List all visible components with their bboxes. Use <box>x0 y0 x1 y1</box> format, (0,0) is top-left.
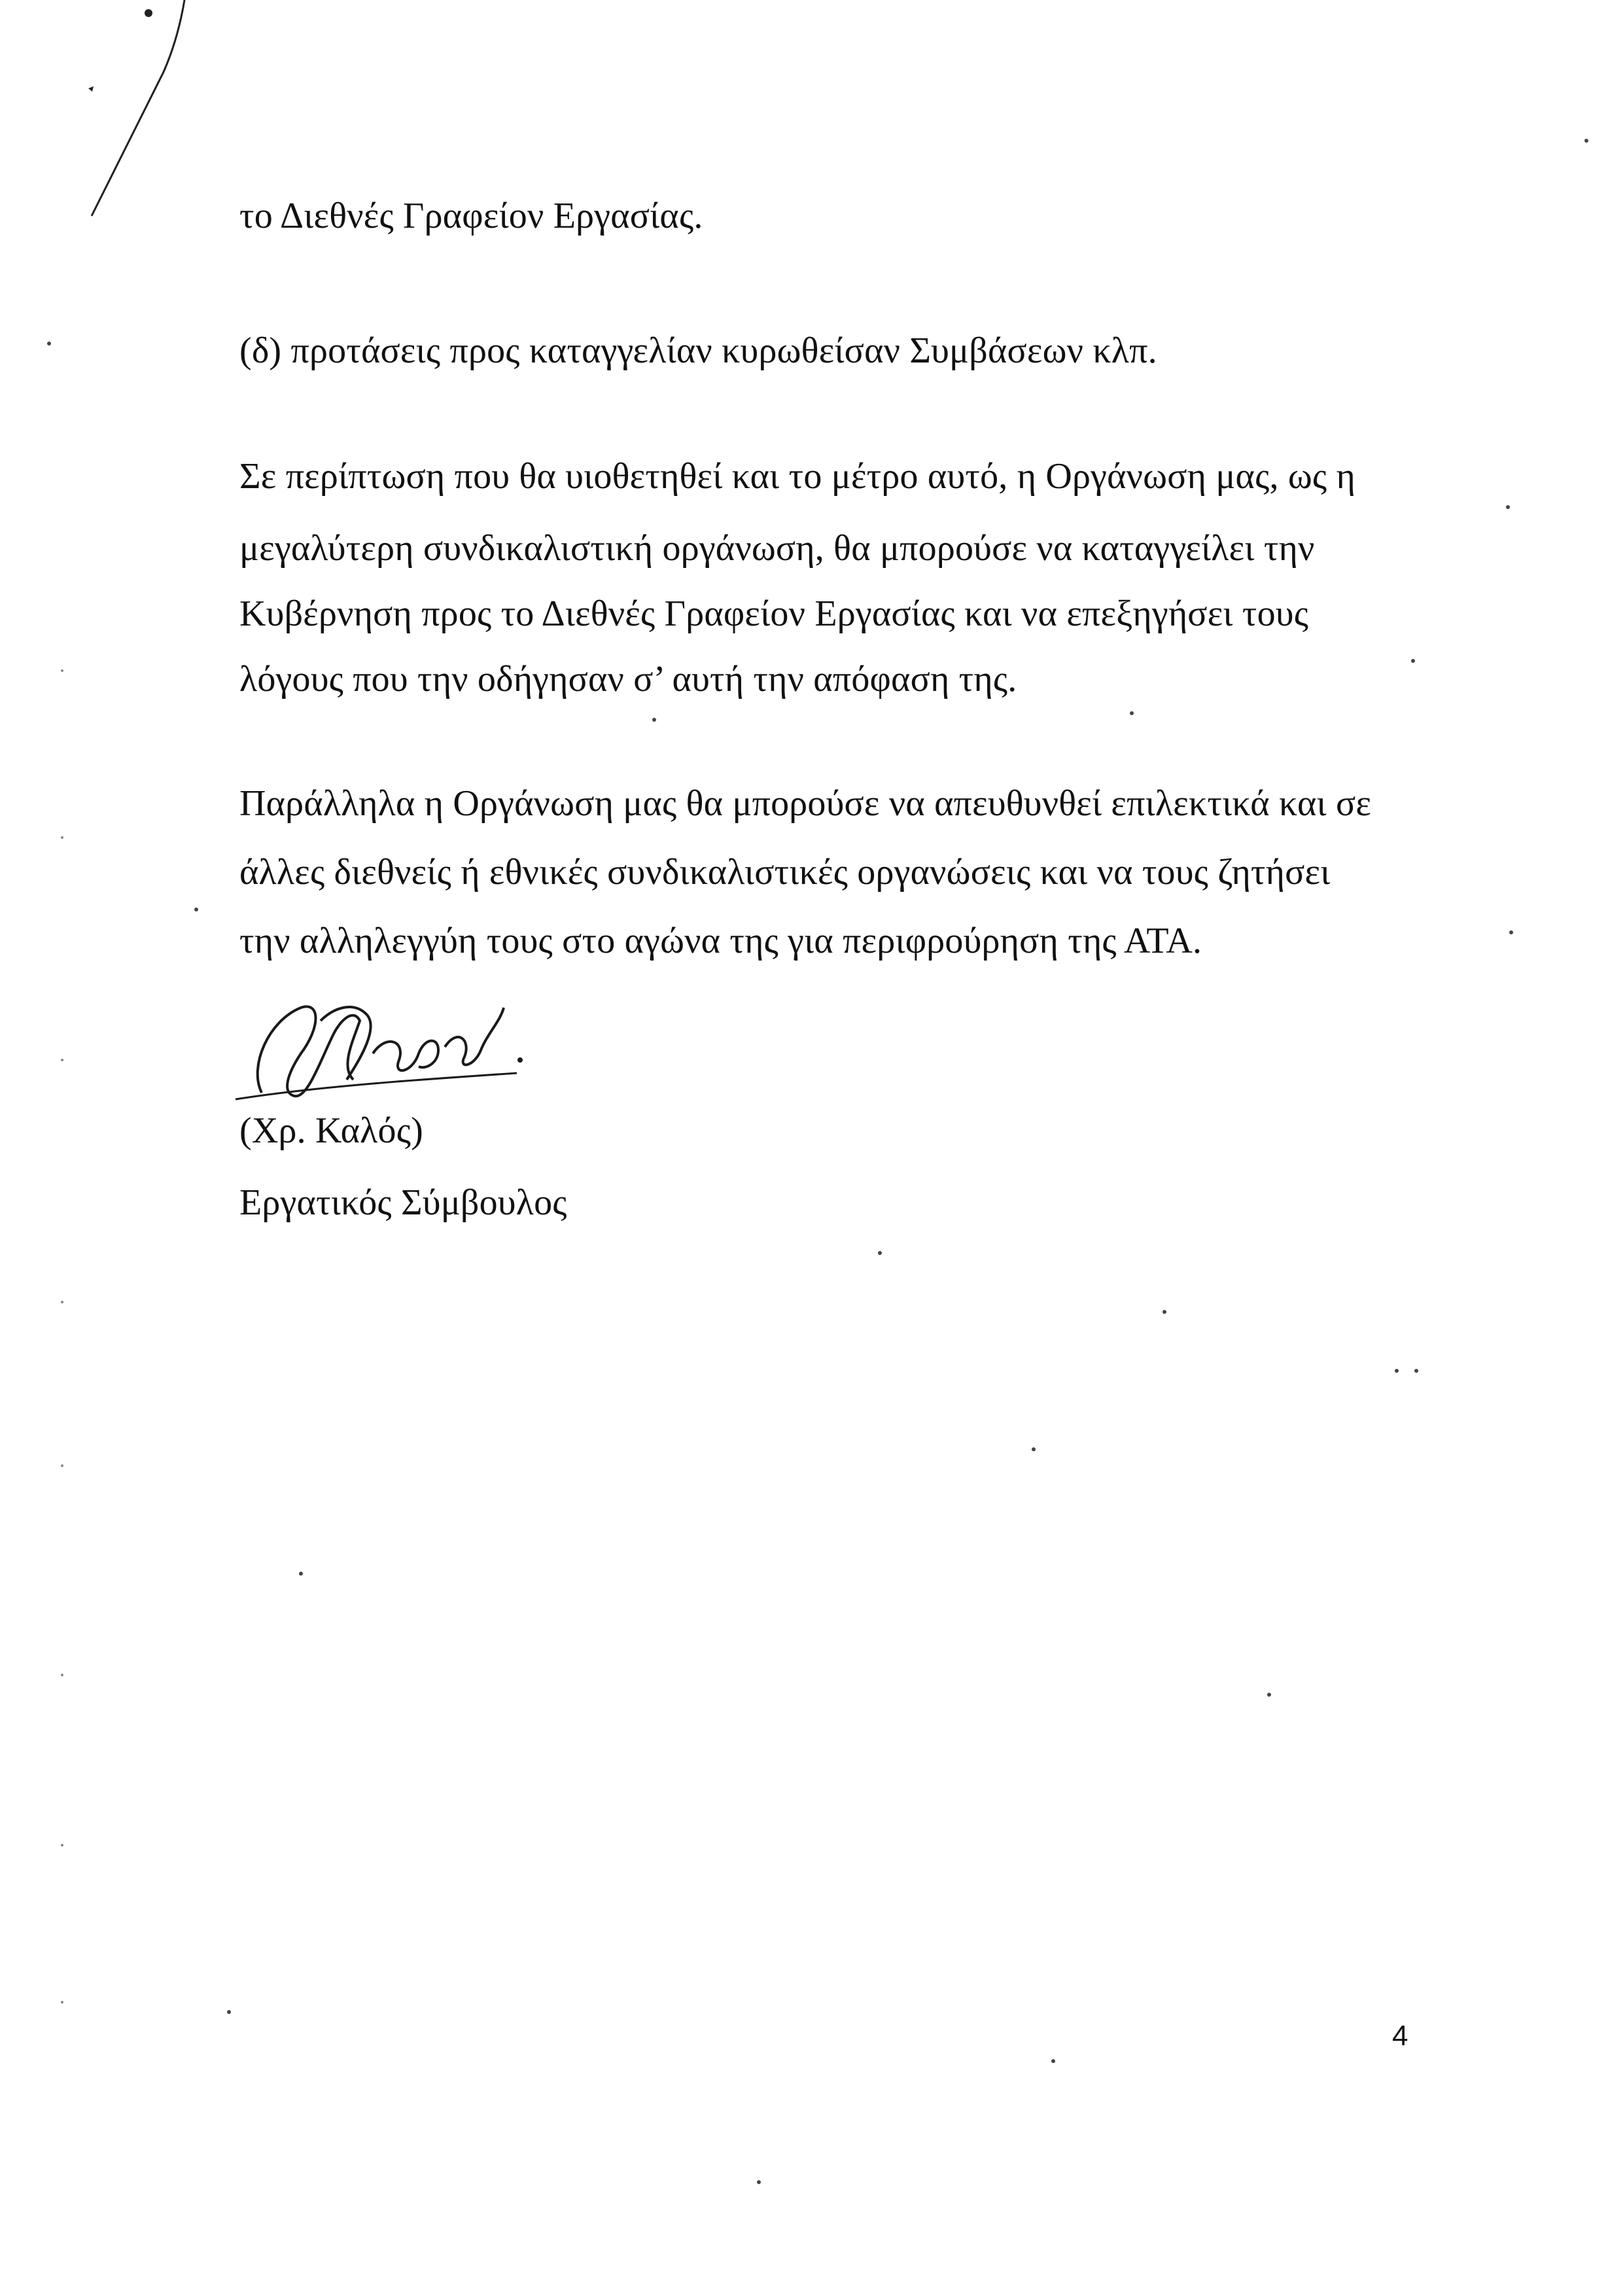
signature-image <box>222 981 536 1132</box>
text-line-2: (δ) προτάσεις προς καταγγελίαν κυρωθείσαν Συμβάσεων κλπ. <box>239 330 1157 371</box>
text-line-8: άλλες διεθνείς ή εθνικές συνδικαλιστικές οργανώσεις και να τους ζητήσει <box>239 852 1331 892</box>
text-line-3: Σε περίπτωση που θα υιοθετηθεί και το μέτρο αυτό, η Οργάνωση μας, ως η <box>239 456 1355 497</box>
text-line-9: την αλληλεγγύη τους στο αγώνα της για περιφρούρηση της ΑΤΑ. <box>239 921 1202 961</box>
text-line-5: Κυβέρνηση προς το Διεθνές Γραφείον Εργασίας και να επεξηγήσει τους <box>239 593 1309 634</box>
text-line-6: λόγους που την οδήγησαν σ’ αυτή την απόφαση της. <box>239 659 1017 699</box>
page-number: 4 <box>1392 2020 1408 2052</box>
signatory-name: (Χρ. Καλός) <box>239 1110 423 1151</box>
text-line-4: μεγαλύτερη συνδικαλιστική οργάνωση, θα μπορούσε να καταγγείλει την <box>239 528 1315 569</box>
text-line-7: Παράλληλα η Οργάνωση μας θα μπορούσε να απευθυνθεί επιλεκτικά και σε <box>239 783 1372 824</box>
text-line-1: το Διεθνές Γραφείον Εργασίας. <box>239 196 703 236</box>
signatory-title: Εργατικός Σύμβουλος <box>239 1182 567 1223</box>
